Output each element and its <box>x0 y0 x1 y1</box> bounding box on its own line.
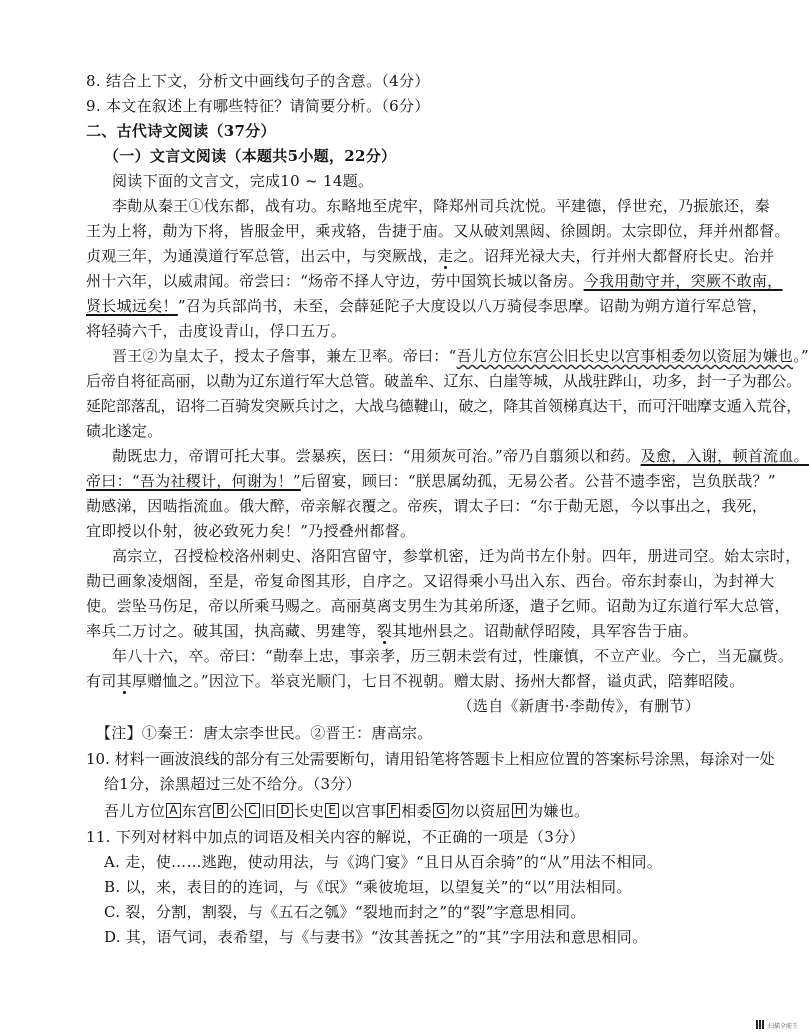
text-run: 相委 <box>401 802 432 820</box>
passage-line: 宜即授以仆射，彼必致死力矣！”乃授叠州都督。 <box>86 522 416 540</box>
text-run: 吾儿方位 <box>104 802 166 820</box>
wavy-underlined-text: 吾儿方位东宫公旧长史以宫事相委勿以资屈为嫌也 <box>456 347 794 365</box>
text-run: 勣既忠力，帝谓可托大事。尝暴疾，医曰：“用须灰可治。”帝乃自翦须以和药。 <box>112 447 641 465</box>
option-box-g[interactable]: G <box>433 803 449 818</box>
text-run: 晋王②为皇太子，授太子詹事，兼左卫率。帝曰：“ <box>112 347 457 365</box>
text-run: 长史 <box>293 802 325 820</box>
text-run: 旧 <box>260 802 277 820</box>
text-run: 。” <box>793 347 809 365</box>
text-run: 之。诏拜光禄大夫，行并州大都督府长史。治并 <box>453 247 775 265</box>
question-10-cont: 给1分，涂黑超过三处不给分。（3分） <box>104 775 361 793</box>
option-box-c[interactable]: C <box>245 803 260 818</box>
option-box-d[interactable]: D <box>277 803 293 818</box>
passage-line <box>86 671 744 691</box>
passage-line: 勣已画象凌烟阁，至是，帝复命图其形，自序之。又诏得乘小马出入东、西台。帝东封泰山，为封禅大 <box>86 572 775 590</box>
passage-line: 延陀部落乱，诏将二百骑发突厥兵讨之，大战乌德鞬山，破之，降其首领梯真达干，而可汗咄摩支遁入荒谷， <box>86 397 802 415</box>
dotted-word: 裂 <box>376 622 393 640</box>
underlined-sentence: 及愈，入谢，顿首流血。 <box>640 447 809 465</box>
scanner-watermark: 扫描全能王 <box>768 1023 799 1030</box>
dotted-word: 走 <box>437 247 454 265</box>
passage-line <box>86 471 776 491</box>
option-box-f[interactable]: F <box>387 803 400 818</box>
dotted-word: 其 <box>116 672 132 690</box>
text-run: 贞观三年，为通漠道行军总管，出云中，与突厥战， <box>86 247 438 265</box>
option-box-b[interactable]: B <box>213 803 228 818</box>
passage-line: 将轻骑六千，击度设青山，俘口五万。 <box>86 322 347 340</box>
passage-line: 王为上将，勣为下将，皆服金甲，乘戎辂，告捷于庙。又从破刘黑闼、徐圆朗。太宗即位，拜并州都督。 <box>86 222 790 240</box>
text-run: 以宫事 <box>340 802 387 820</box>
text-run: 厚赠恤之。”因泣下。举哀光顺门，七日不视朝。赠太尉、扬州大都督，谥贞武，陪葬昭陵。 <box>131 672 745 690</box>
choice-b[interactable]: B. 以，来，表目的的连词，与《氓》“乘彼垝垣，以望复关”的“以”用法相同。 <box>104 878 632 896</box>
segmentation-sentence <box>104 801 589 821</box>
text-run: 率兵二万讨之。破其国，执高藏、男建等， <box>86 622 377 640</box>
text-run: 勿以资屈 <box>449 802 511 820</box>
underlined-sentence: 贤长城远矣！ <box>86 297 178 315</box>
annotation-notes: 【注】①秦王：唐太宗李世民。②晋王：唐高宗。 <box>96 724 433 742</box>
choice-d[interactable]: D. 其，语气词，表希望，与《与妻书》“汝其善抚之”的“其”字用法和意思相同。 <box>104 928 648 946</box>
text-run: ”召为兵部尚书，未至，会薛延陀子大度设以八万骑侵李思摩。诏勣为朔方道行军总管， <box>177 297 768 315</box>
passage-line <box>86 271 782 291</box>
passage-line <box>86 296 767 316</box>
passage-line: 碛北遂定。 <box>86 422 163 440</box>
subsection-heading: （一）文言文阅读（本题共5小题，22分） <box>104 147 397 165</box>
text-run: 为嫌也。 <box>528 802 590 820</box>
passage-line <box>112 446 809 466</box>
passage-source: （选自《新唐书·李勣传》，有删节） <box>457 697 700 715</box>
option-box-a[interactable]: A <box>166 803 181 818</box>
passage-line: 勣感涕，因啮指流血。俄大醉，帝亲解衣覆之。帝疾，谓太子曰：“尔于勣无恩，今以事出之，我死， <box>86 497 768 515</box>
text-run: 公 <box>228 802 245 820</box>
qr-code-icon <box>756 1020 765 1029</box>
choice-c[interactable]: C. 裂，分割，割裂，与《五石之瓠》“裂地而封之”的“裂”字意思相同。 <box>104 903 586 921</box>
text-run: 州十六年，以威肃闻。帝尝曰：“炀帝不择人守边，劳中国筑长城以备房。 <box>86 272 584 290</box>
underlined-sentence: 今我用勣守并，突厥不敢南， <box>583 272 783 290</box>
text-run: 东宫 <box>181 802 213 820</box>
passage-line <box>86 246 775 266</box>
text-run: 后留宴，顾曰：“朕思属幼孤，无易公者。公昔不遗李密，岂负朕哉？” <box>300 472 776 490</box>
question-9: 9. 本文在叙述上有哪些特征？请简要分析。（6分） <box>86 97 430 115</box>
passage-line: 使。尝坠马伤足，帝以所乘马赐之。高丽莫离支男生为其弟所逐，遣子乞师。诏勣为辽东道行军大总管， <box>86 597 790 615</box>
reading-instruction: 阅读下面的文言文，完成10 ~ 14题。 <box>112 172 374 190</box>
section-heading: 二、古代诗文阅读（37分） <box>86 122 276 140</box>
option-box-e[interactable]: E <box>325 803 339 818</box>
passage-line <box>86 621 698 641</box>
question-11: 11. 下列对材料中加点的词语及相关内容的解说，不正确的一项是（3分） <box>86 828 585 846</box>
passage-line: 后帝自将征高丽，以勣为辽东道行军大总管。破盖牟、辽东、白崖等城，从战驻跸山，功多，封一子为郡公。 <box>86 372 802 390</box>
text-run: 有司 <box>86 672 117 690</box>
passage-line: 高宗立，召授检校洛州刺史、洛阳宫留守，参掌机密，迁为尚书左仆射。四年，册进司空。始太宗时， <box>112 547 801 565</box>
passage-line: 年八十六，卒。帝曰：“勣奉上忠，事亲孝，历三朝未尝有过，性廉慎，不立产业。今亡，当无赢赀。 <box>112 647 794 665</box>
text-run: 其地州县之。诏勣献俘昭陵，具军容告于庙。 <box>392 622 699 640</box>
underlined-sentence: 帝曰：“吾为社稷计，何谢为！” <box>86 472 301 490</box>
question-10: 10. 材料一画波浪线的部分有三处需要断句，请用铅笔将答题卡上相应位置的答案标号涂黑，每涂对一处 <box>86 750 775 768</box>
choice-a[interactable]: A. 走，使……逃跑，使动用法，与《鸿门宴》“且日从百余骑”的“从”用法不相同。 <box>104 853 663 871</box>
option-box-h[interactable]: H <box>512 803 527 818</box>
passage-line <box>112 346 809 366</box>
passage-line: 李勣从秦王①伐东都，战有功。东略地至虎牢，降郑州司兵沈悦。平建德，俘世充，乃振旅还，秦 <box>112 197 770 215</box>
question-8: 8. 结合上下文，分析文中画线句子的含意。（4分） <box>86 72 430 90</box>
